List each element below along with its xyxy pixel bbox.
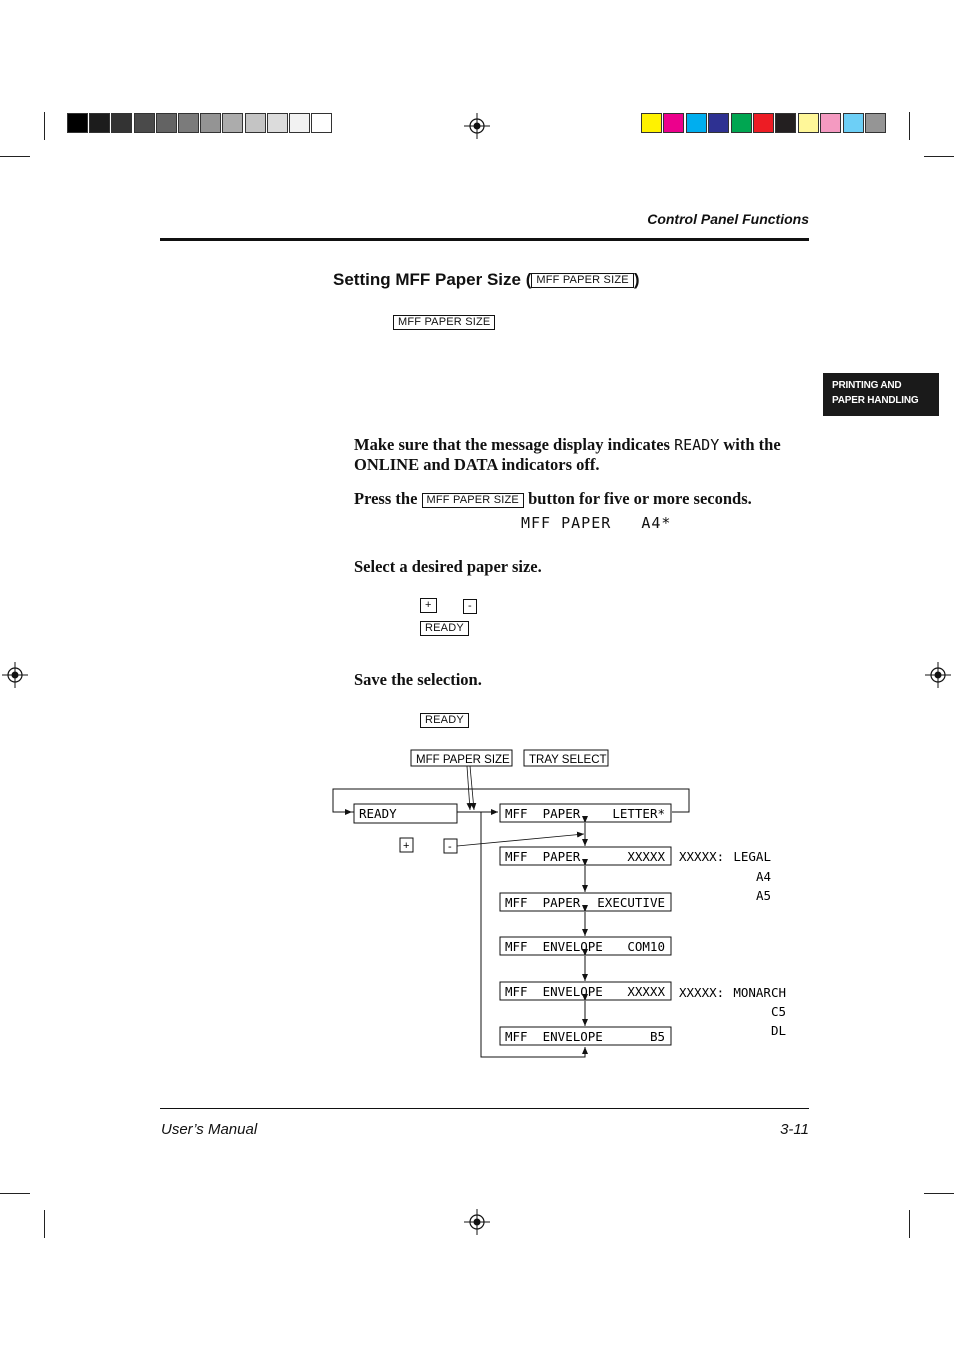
gray-swatch [89, 113, 110, 133]
footer-rule [160, 1108, 809, 1109]
color-swatch [775, 113, 796, 133]
step-1-text-b: with the ONLINE and DATA indicators off. [354, 435, 781, 474]
gray-swatch [289, 113, 310, 133]
state-left-label: MFF PAPER [505, 895, 581, 910]
note2-option: C5 [770, 1004, 786, 1019]
gray-swatch [245, 113, 266, 133]
step-2-text-a: Press the [354, 489, 422, 508]
state-left-label: MFF ENVELOPE [505, 1029, 603, 1044]
gray-swatch [267, 113, 288, 133]
diagram-mff-paper-size-key: MFF PAPER SIZE [416, 754, 510, 766]
ready-key-label: READY [420, 621, 469, 636]
note1-option: LEGAL [733, 849, 771, 864]
gray-swatch [178, 113, 199, 133]
mff-key-arrow [467, 766, 470, 810]
state-right-label: B5 [649, 1029, 665, 1044]
gray-swatch [200, 113, 221, 133]
state-left-label: MFF ENVELOPE [505, 939, 603, 954]
state-left-label: MFF PAPER [505, 849, 581, 864]
diagram-minus-key: - [448, 841, 452, 853]
footer-manual-title: User’s Manual [161, 1121, 258, 1138]
gray-swatch [67, 113, 88, 133]
color-swatch [843, 113, 864, 133]
plus-key-label: + [420, 598, 437, 613]
states-group [481, 804, 671, 1057]
footer-page-number: 3-11 [780, 1121, 809, 1138]
step-2-text-b: button for five or more seconds. [523, 489, 752, 508]
color-swatch [641, 113, 662, 133]
state-right-label: XXXXX [627, 849, 665, 864]
state-right-label: COM10 [627, 939, 665, 954]
diagram-tray-select-key: TRAY SELECT [529, 754, 607, 766]
diagram-plus-key: + [403, 840, 410, 852]
lcd-display-message: MFF PAPER A4* [521, 514, 672, 532]
gray-swatch [134, 113, 155, 133]
color-swatch [753, 113, 774, 133]
minus-key-label: - [463, 599, 477, 614]
note2-label: XXXXX: [679, 985, 725, 1000]
state-left-label: MFF ENVELOPE [505, 984, 603, 999]
step-4: Save the selection. [354, 670, 482, 689]
ready-state-label: READY [359, 806, 397, 821]
note2-option: DL [770, 1023, 786, 1038]
running-header: Control Panel Functions [647, 211, 809, 227]
chapter-tab-line1: PRINTING AND [832, 380, 902, 391]
color-swatch [820, 113, 841, 133]
step-3: Select a desired paper size. [354, 557, 542, 576]
gray-swatch [156, 113, 177, 133]
note2-option: MONARCH [733, 985, 786, 1000]
ready-key-label: READY [420, 713, 469, 728]
note1-option: A5 [755, 888, 771, 903]
mff-paper-size-key-label: MFF PAPER SIZE [531, 273, 633, 288]
note1-option: A4 [755, 869, 771, 884]
minus-key-arrow [457, 834, 584, 846]
mff-paper-size-key-label: MFF PAPER SIZE [422, 493, 524, 508]
color-swatch [708, 113, 729, 133]
color-swatch [686, 113, 707, 133]
state-right-label: XXXXX [627, 984, 665, 999]
state-left-label: MFF PAPER [505, 806, 581, 821]
mff-paper-size-key-label: MFF PAPER SIZE [393, 315, 495, 330]
color-swatch [865, 113, 886, 133]
state-right-label: LETTER* [612, 806, 665, 821]
gray-swatch [311, 113, 332, 133]
tray-key-arrow [470, 766, 474, 810]
gray-swatch [111, 113, 132, 133]
state-right-label: EXECUTIVE [597, 895, 665, 910]
gray-swatch [222, 113, 243, 133]
section-title-text: Setting MFF Paper Size ( [333, 270, 532, 289]
chapter-tab-line2: PAPER HANDLING [832, 395, 919, 406]
note1-label: XXXXX: [679, 849, 725, 864]
color-swatch [663, 113, 684, 133]
step-1-ready-message: READY [674, 436, 720, 454]
color-swatch [731, 113, 752, 133]
step-1-text-a: Make sure that the message display indicates [354, 435, 675, 454]
color-swatch [798, 113, 819, 133]
section-title-close: ) [633, 270, 640, 289]
